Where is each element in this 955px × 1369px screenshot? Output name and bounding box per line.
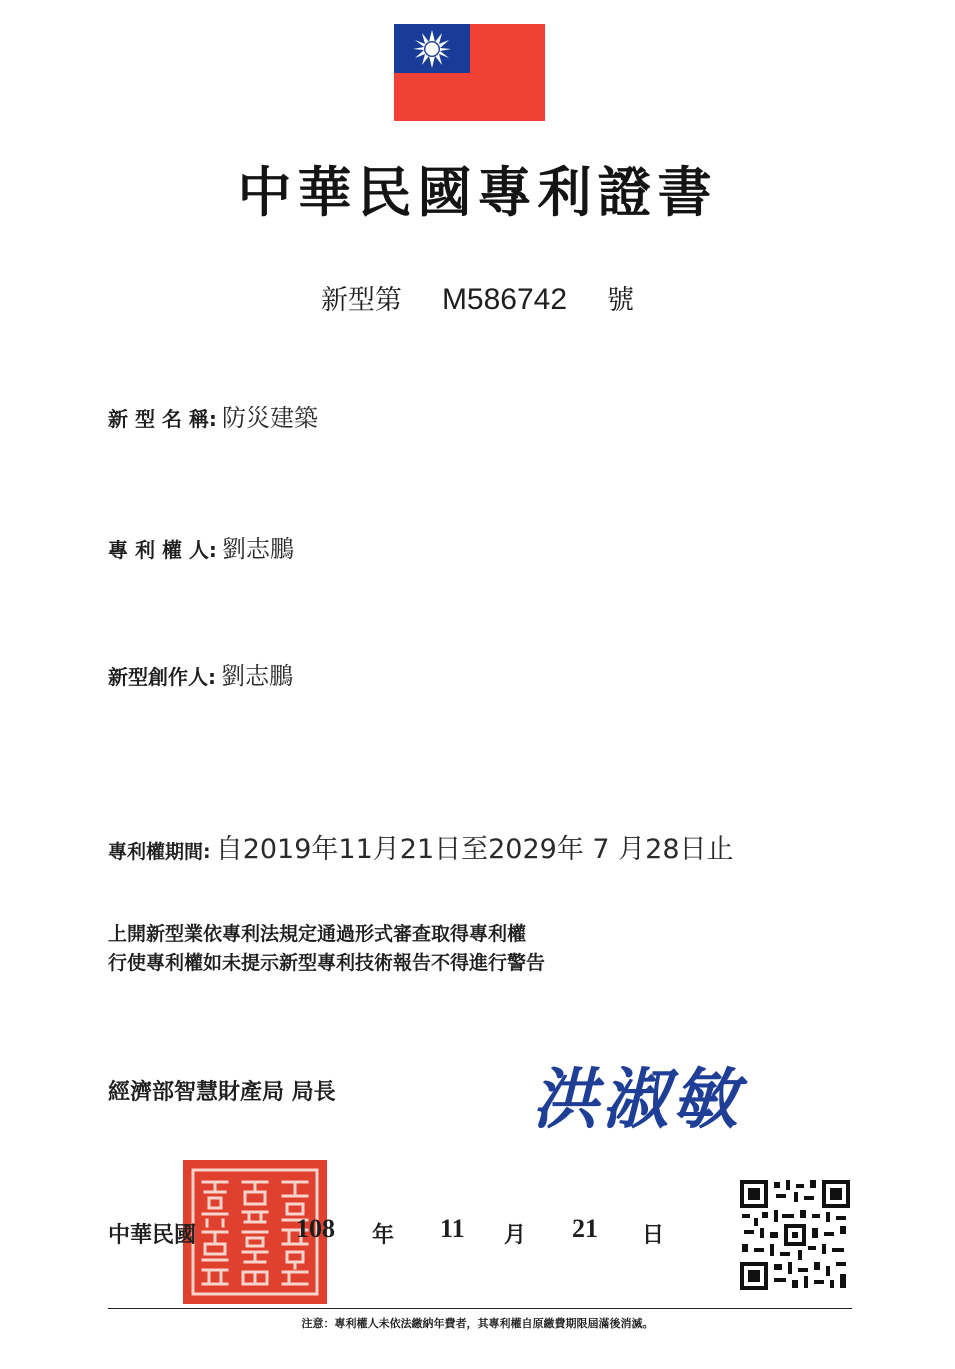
creator-row bbox=[108, 656, 293, 691]
qr-code-icon bbox=[740, 1180, 850, 1290]
qr-code-graphic bbox=[740, 1180, 850, 1290]
date-year: 108 bbox=[296, 1214, 335, 1243]
certificate-title: 中華民國專利證書 bbox=[237, 160, 718, 224]
roc-flag-icon bbox=[394, 24, 545, 121]
name-value: 防災建築 bbox=[221, 404, 318, 432]
period-value: 自2019年11月21日至2029年 7 月28日止 bbox=[215, 834, 734, 865]
owner-value: 劉志鵬 bbox=[221, 535, 294, 563]
issuing-office: 經濟部智慧財產局 局長 bbox=[108, 1080, 336, 1105]
period-row bbox=[108, 827, 734, 866]
date-day-unit: 日 bbox=[642, 1223, 665, 1248]
creator-value: 劉志鵬 bbox=[221, 662, 294, 690]
date-month-unit: 月 bbox=[504, 1223, 527, 1248]
date-month: 11 bbox=[440, 1214, 465, 1243]
notice-line-2: 行使專利權如未提示新型專利技術報告不得進行警告 bbox=[108, 952, 546, 974]
patent-number: M586742 bbox=[441, 283, 568, 316]
date-era: 中華民國 bbox=[108, 1223, 197, 1248]
date-day: 21 bbox=[572, 1214, 598, 1243]
white-sun-icon bbox=[412, 29, 452, 69]
name-row bbox=[108, 398, 318, 433]
notice-text bbox=[108, 920, 545, 978]
owner-row bbox=[108, 529, 294, 564]
creator-label: 新型創作人: bbox=[108, 665, 216, 689]
date-year-unit: 年 bbox=[372, 1223, 395, 1248]
number-prefix: 新型第 bbox=[320, 285, 402, 316]
footer-note: 注意：專利權人未依法繳納年費者，其專利權自原繳費期限屆滿後消滅。 bbox=[301, 1317, 654, 1330]
notice-line-1: 上開新型業依專利法規定通過形式審查取得專利權 bbox=[108, 923, 527, 945]
footer-divider bbox=[108, 1308, 852, 1309]
name-label: 新 型 名 稱: bbox=[108, 407, 217, 431]
owner-label: 專 利 權 人: bbox=[108, 538, 217, 562]
director-signature: 洪淑敏 bbox=[532, 1060, 742, 1138]
number-suffix: 號 bbox=[607, 285, 635, 316]
patent-number-line bbox=[0, 278, 955, 317]
period-label: 專利權期間: bbox=[108, 841, 211, 863]
